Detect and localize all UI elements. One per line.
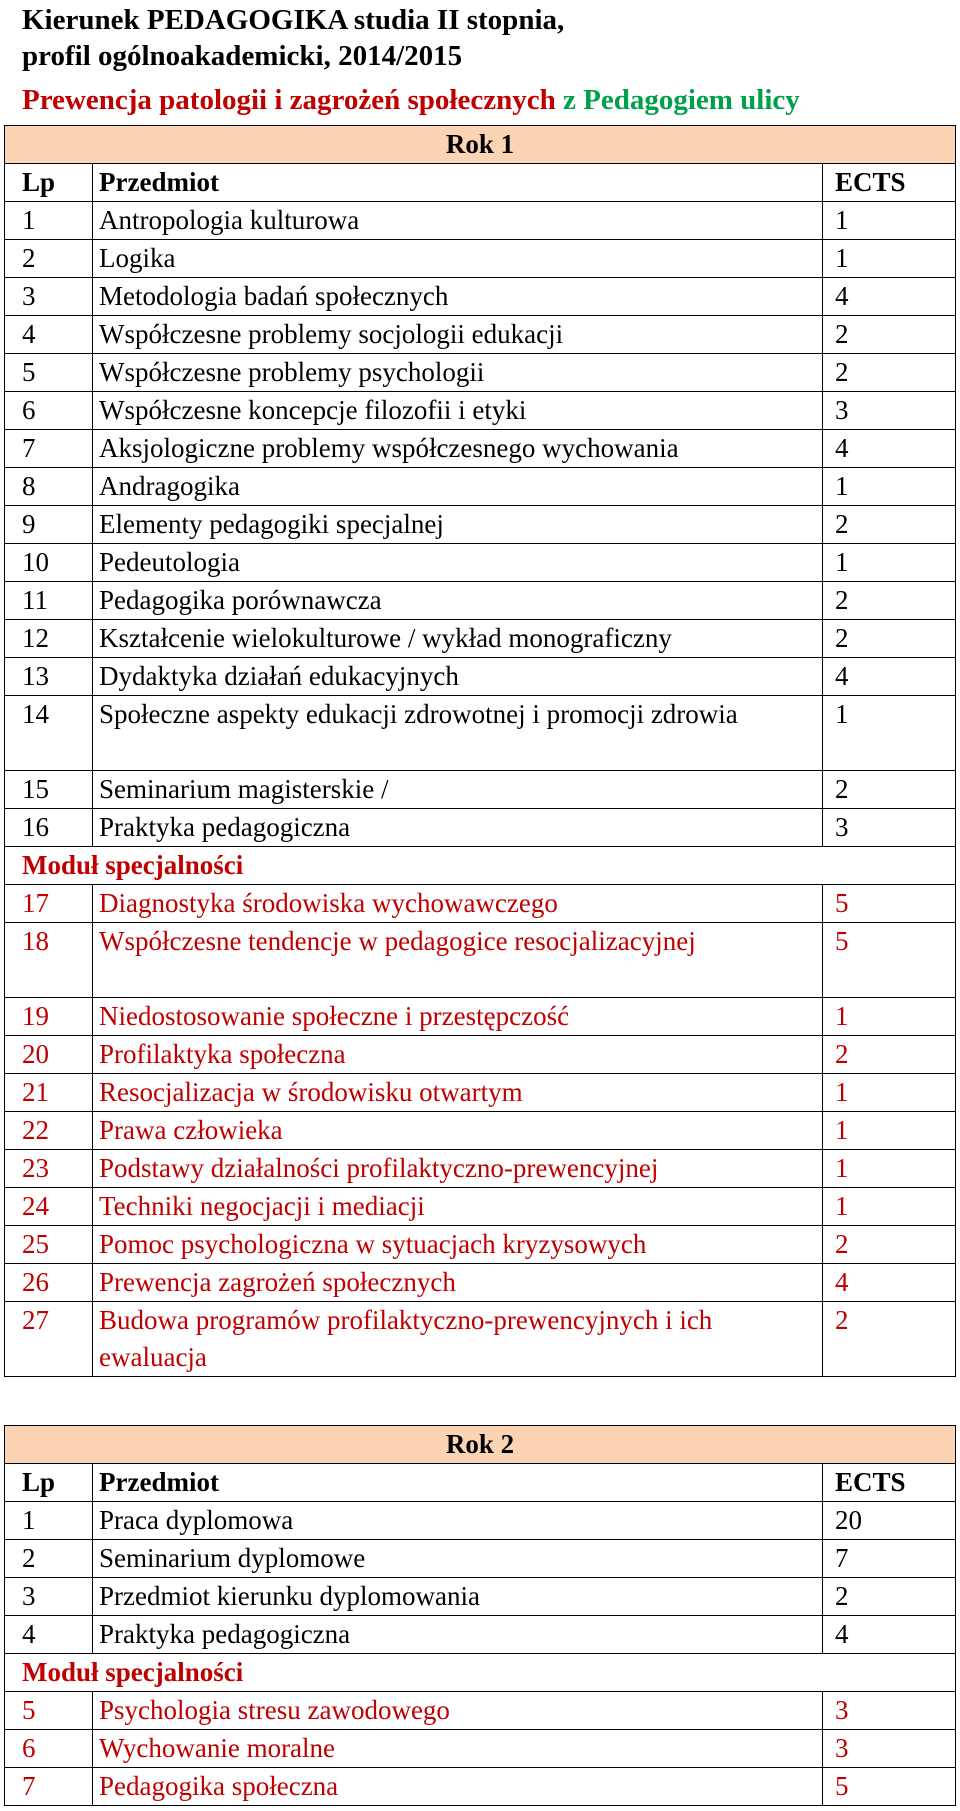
lp-cell: 27 [5, 1302, 93, 1377]
table-row [5, 544, 956, 582]
table-row [5, 430, 956, 468]
subject-cell: Społeczne aspekty edukacji zdrowotnej i promocji zdrowia [93, 696, 823, 771]
subject-cell: Pomoc psychologiczna w sytuacjach kryzysowych [93, 1226, 823, 1264]
subject-cell: Podstawy działalności profilaktyczno-prewencyjnej [93, 1150, 823, 1188]
ects-cell: 1 [823, 202, 956, 240]
lp-cell: 9 [5, 506, 93, 544]
lp-cell: 23 [5, 1150, 93, 1188]
year-title: Rok 1 [5, 126, 956, 164]
lp-cell: 16 [5, 809, 93, 847]
subject-cell: Wychowanie moralne [93, 1730, 823, 1768]
year-header-row [5, 1426, 956, 1464]
ects-cell: 3 [823, 809, 956, 847]
ects-header: ECTS [823, 164, 956, 202]
table-row [5, 392, 956, 430]
ects-cell: 1 [823, 240, 956, 278]
lp-cell: 22 [5, 1112, 93, 1150]
lp-cell: 1 [5, 1502, 93, 1540]
ects-header: ECTS [823, 1464, 956, 1502]
module-label: Moduł specjalności [5, 847, 956, 885]
lp-cell: 7 [5, 1768, 93, 1806]
ects-cell: 1 [823, 468, 956, 506]
ects-cell: 4 [823, 278, 956, 316]
year-title: Rok 2 [5, 1426, 956, 1464]
ects-cell: 2 [823, 1226, 956, 1264]
ects-cell: 1 [823, 1150, 956, 1188]
ects-cell: 2 [823, 316, 956, 354]
subject-cell: Niedostosowanie społeczne i przestępczość [93, 998, 823, 1036]
lp-header: Lp [5, 1464, 93, 1502]
ects-cell: 1 [823, 998, 956, 1036]
column-header-row [5, 1464, 956, 1502]
table-row [5, 1502, 956, 1540]
subject-cell: Prawa człowieka [93, 1112, 823, 1150]
ects-cell: 2 [823, 771, 956, 809]
table-row [5, 771, 956, 809]
lp-cell: 11 [5, 582, 93, 620]
lp-cell: 13 [5, 658, 93, 696]
lp-cell: 18 [5, 923, 93, 998]
module-table-row [5, 885, 956, 923]
program-profile: profil ogólnoakademicki, 2014/2015 [22, 40, 463, 72]
table-row [5, 316, 956, 354]
table-row [5, 506, 956, 544]
ects-cell: 1 [823, 696, 956, 771]
table-row [5, 1578, 956, 1616]
module-label: Moduł specjalności [5, 1654, 956, 1692]
module-table-row [5, 1074, 956, 1112]
table-row [5, 696, 956, 771]
module-table-row [5, 1692, 956, 1730]
lp-cell: 25 [5, 1226, 93, 1264]
program-title: Kierunek PEDAGOGIKA studia II stopnia, [22, 4, 565, 36]
ects-cell: 2 [823, 506, 956, 544]
table-row [5, 582, 956, 620]
subject-cell: Techniki negocjacji i mediacji [93, 1188, 823, 1226]
specialty-name: Prewencja patologii i zagrożeń społecznych [22, 84, 556, 116]
subject-cell: Elementy pedagogiki specjalnej [93, 506, 823, 544]
module-table-row [5, 998, 956, 1036]
subject-cell: Praca dyplomowa [93, 1502, 823, 1540]
lp-cell: 17 [5, 885, 93, 923]
ects-cell: 1 [823, 1074, 956, 1112]
subject-cell: Seminarium magisterskie / [93, 771, 823, 809]
ects-cell: 1 [823, 1112, 956, 1150]
subject-cell: Andragogika [93, 468, 823, 506]
subject-cell: Praktyka pedagogiczna [93, 809, 823, 847]
subject-cell: Logika [93, 240, 823, 278]
lp-cell: 4 [5, 1616, 93, 1654]
subject-cell: Pedeutologia [93, 544, 823, 582]
ects-cell: 2 [823, 1302, 956, 1377]
lp-cell: 12 [5, 620, 93, 658]
table-row [5, 1540, 956, 1578]
lp-cell: 2 [5, 240, 93, 278]
lp-cell: 2 [5, 1540, 93, 1578]
table-row [5, 278, 956, 316]
lp-cell: 8 [5, 468, 93, 506]
module-table-row [5, 1112, 956, 1150]
lp-header: Lp [5, 164, 93, 202]
ects-cell: 2 [823, 1578, 956, 1616]
subject-cell: Profilaktyka społeczna [93, 1036, 823, 1074]
ects-cell: 7 [823, 1540, 956, 1578]
lp-cell: 15 [5, 771, 93, 809]
lp-cell: 3 [5, 278, 93, 316]
subject-cell: Dydaktyka działań edukacyjnych [93, 658, 823, 696]
lp-cell: 4 [5, 316, 93, 354]
subject-cell: Przedmiot kierunku dyplomowania [93, 1578, 823, 1616]
table-row [5, 240, 956, 278]
table-row [5, 658, 956, 696]
ects-cell: 4 [823, 430, 956, 468]
subject-cell: Praktyka pedagogiczna [93, 1616, 823, 1654]
ects-cell: 1 [823, 544, 956, 582]
ects-cell: 4 [823, 1264, 956, 1302]
ects-cell: 3 [823, 1730, 956, 1768]
year-header-row [5, 126, 956, 164]
lp-cell: 5 [5, 354, 93, 392]
lp-cell: 21 [5, 1074, 93, 1112]
module-table-row [5, 923, 956, 998]
table-row [5, 468, 956, 506]
subject-cell: Prewencja zagrożeń społecznych [93, 1264, 823, 1302]
module-table-row [5, 1730, 956, 1768]
column-header-row [5, 164, 956, 202]
subject-header: Przedmiot [93, 164, 823, 202]
subject-cell: Aksjologiczne problemy współczesnego wychowania [93, 430, 823, 468]
specialty-title [22, 80, 800, 120]
lp-cell: 20 [5, 1036, 93, 1074]
table-row [5, 202, 956, 240]
module-table-row [5, 1226, 956, 1264]
module-table-row [5, 1302, 956, 1377]
table-row [5, 809, 956, 847]
ects-cell: 3 [823, 392, 956, 430]
module-table-row [5, 1264, 956, 1302]
subject-cell: Metodologia badań społecznych [93, 278, 823, 316]
subject-cell: Seminarium dyplomowe [93, 1540, 823, 1578]
subject-cell: Współczesne tendencje w pedagogice resocjalizacyjnej [93, 923, 823, 998]
lp-cell: 26 [5, 1264, 93, 1302]
ects-cell: 2 [823, 582, 956, 620]
ects-cell: 20 [823, 1502, 956, 1540]
lp-cell: 6 [5, 1730, 93, 1768]
module-table-row [5, 1768, 956, 1806]
lp-cell: 19 [5, 998, 93, 1036]
ects-cell: 3 [823, 1692, 956, 1730]
subject-cell: Współczesne problemy socjologii edukacji [93, 316, 823, 354]
subject-cell: Pedagogika porównawcza [93, 582, 823, 620]
lp-cell: 5 [5, 1692, 93, 1730]
specialty-extra: z Pedagogiem ulicy [562, 84, 800, 116]
ects-cell: 2 [823, 1036, 956, 1074]
ects-cell: 5 [823, 885, 956, 923]
subject-cell: Antropologia kulturowa [93, 202, 823, 240]
table-row [5, 620, 956, 658]
lp-cell: 14 [5, 696, 93, 771]
ects-cell: 1 [823, 1188, 956, 1226]
ects-cell: 5 [823, 1768, 956, 1806]
subject-cell: Psychologia stresu zawodowego [93, 1692, 823, 1730]
year1-table [4, 125, 956, 1377]
ects-cell: 5 [823, 923, 956, 998]
subject-cell: Budowa programów profilaktyczno-prewencyjnych i ich ewaluacja [93, 1302, 823, 1377]
ects-cell: 4 [823, 1616, 956, 1654]
lp-cell: 7 [5, 430, 93, 468]
ects-cell: 4 [823, 658, 956, 696]
table-row [5, 1616, 956, 1654]
subject-cell: Diagnostyka środowiska wychowawczego [93, 885, 823, 923]
subject-cell: Resocjalizacja w środowisku otwartym [93, 1074, 823, 1112]
module-header-row [5, 847, 956, 885]
lp-cell: 6 [5, 392, 93, 430]
ects-cell: 2 [823, 620, 956, 658]
lp-cell: 1 [5, 202, 93, 240]
lp-cell: 3 [5, 1578, 93, 1616]
table-row [5, 354, 956, 392]
module-header-row [5, 1654, 956, 1692]
module-table-row [5, 1150, 956, 1188]
ects-cell: 2 [823, 354, 956, 392]
year2-table [4, 1425, 956, 1806]
lp-cell: 24 [5, 1188, 93, 1226]
subject-cell: Współczesne koncepcje filozofii i etyki [93, 392, 823, 430]
subject-cell: Kształcenie wielokulturowe / wykład monograficzny [93, 620, 823, 658]
subject-cell: Pedagogika społeczna [93, 1768, 823, 1806]
subject-header: Przedmiot [93, 1464, 823, 1502]
lp-cell: 10 [5, 544, 93, 582]
subject-cell: Współczesne problemy psychologii [93, 354, 823, 392]
module-table-row [5, 1036, 956, 1074]
module-table-row [5, 1188, 956, 1226]
